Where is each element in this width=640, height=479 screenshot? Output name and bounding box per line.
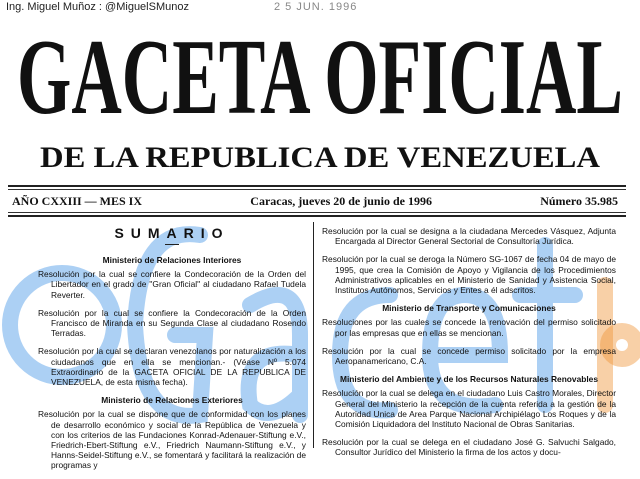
masthead-subtitle: DE LA REPUBLICA DE VENEZUELA xyxy=(40,141,601,174)
resolution-entry: Resoluciones por las cuales se concede la renovación del permiso solicitado por las empresas que en ellas se mencionan. xyxy=(322,317,616,338)
ministry-heading: Ministerio de Transporte y Comunicaciones xyxy=(382,303,556,314)
resolution-entry: Resolución por la cual se confiere la Condecoración de la Orden Francisco de Miranda en su Segunda Clase al ciudadano Rosendo Terradas. xyxy=(38,307,306,339)
resolution-entry: Resolución por la cual se dispone que de conformidad con los planes de desarrollo económico y social de la República de Venezuela y con los criterios de las Fundaciones Konrad-Adenauer-Stiftung e.V., Friedrich-Ebert-Stiftung e.V., Friedrich Naumann-Stiftung e.V., y Hanns-Seidel-Stiftung e.V., se fomentará y facilitará la realización de programas y xyxy=(38,409,306,471)
year-month: AÑO CXXIII — MES IX xyxy=(12,194,143,208)
resolution-entry: Resolución por la cual se deroga la Número SG-1067 de fecha 04 de mayo de 1995, que crea la Comisión de Apoyo y Vigilancia de los Procedimientos Administrativos aplicables en el Ministerio de Sanidad y Asistencia Social, Institutos Autónomos, Servicios y Entes a él adscritos. xyxy=(322,254,616,296)
resolution-entry: Resolución por la cual se confiere la Condecoración de la Orden del Libertador en el grado de ''Gran Oficial'' al ciudadano Rafael Tudela Reverter. xyxy=(38,269,306,300)
issue-number: Número 35.985 xyxy=(540,194,618,208)
credit-line: Ing. Miguel Muñoz : @MiguelSMunoz xyxy=(6,1,189,13)
heading-dash xyxy=(165,244,179,245)
sumario-heading: SUMARIO xyxy=(114,225,230,241)
resolution-entry: Resolución por la cual se designa a la ciudadana Mercedes Vásquez, Adjunta Encargada al Director General Sectorial de Consultoría Jurídica. xyxy=(322,226,616,247)
ministry-heading: Ministerio de Relaciones Interiores xyxy=(102,255,242,265)
received-stamp: 2 5 JUN. 1996 xyxy=(274,1,358,13)
resolution-entry: Resolución por la cual se delega en el ciudadano José G. Salvuchi Salgado, Consultor Jurídico del Ministerio la firma de los actos y docu- xyxy=(322,437,616,458)
masthead-subtitle-graphic xyxy=(30,140,610,176)
ministry-heading: Ministerio del Ambiente y de los Recursos Naturales Renovables xyxy=(340,374,598,385)
ministry-heading: Ministerio de Relaciones Exteriores xyxy=(101,395,243,406)
divider xyxy=(8,185,626,187)
masthead-title: GACETA OFICIAL xyxy=(17,18,623,137)
right-column xyxy=(322,226,616,466)
divider xyxy=(8,189,626,190)
resolution-entry: Resolución por la cual se declaran venezolanos por naturalización a los ciudadanos que en ella se mencionan.- (Véase Nº 5.074 Extraordinario de la GACETA OFICIAL DE LA REPUBLICA DE VENEZUELA, de esta misma fecha). xyxy=(38,346,306,388)
left-column xyxy=(38,222,306,479)
resolution-entry: Resolución por la cual se concede permiso solicitado por la empresa Aeropanamericano, C.A. xyxy=(322,345,616,367)
resolution-entry: Resolución por la cual se delega en el ciudadano Luis Castro Morales, Director General del Ministerio la recepción de la cuenta referida a la gestión de la Autoridad Unica de Area Parque Nacional Archipiélago Los Roques y de la Comisión Liquidadora del Instituto Nacional de Obras Sanitarias. xyxy=(322,388,616,430)
issue-date: Caracas, jueves 20 de junio de 1996 xyxy=(250,194,432,208)
masthead-title-graphic xyxy=(10,16,630,140)
